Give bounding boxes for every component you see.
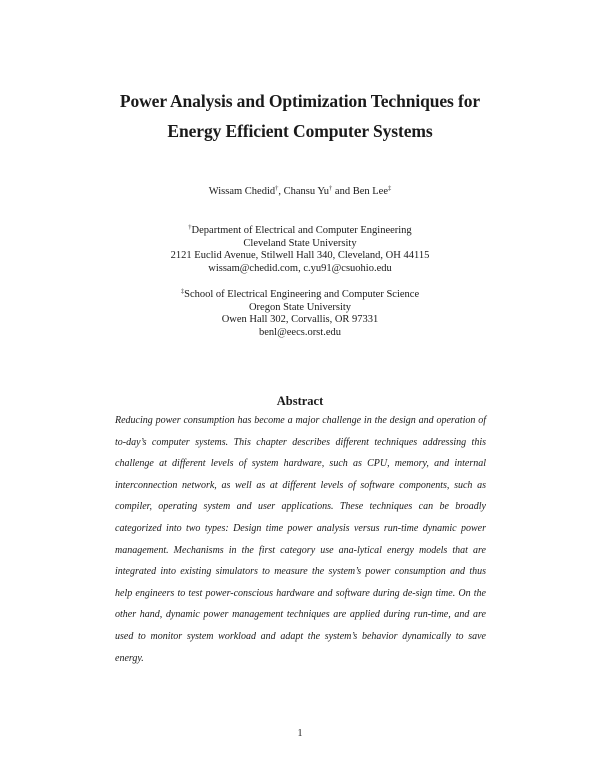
affiliation-address: Owen Hall 302, Corvallis, OR 97331 <box>221 314 379 326</box>
paper-title-line-1: Power Analysis and Optimization Techniques for <box>119 91 481 111</box>
abstract-heading: Abstract <box>276 394 324 408</box>
affiliation-mark: † <box>188 224 192 231</box>
affiliation-institution: Oregon State University <box>248 301 352 313</box>
affiliation-mark: † <box>329 185 333 192</box>
affiliation-address: 2121 Euclid Avenue, Stilwell Hall 340, Cleveland, OH 44115 <box>170 250 430 262</box>
affiliation-emails: wissam@chedid.com, c.yu91@csuohio.edu <box>208 262 392 274</box>
affiliation-department: †Department of Electrical and Computer Engineering <box>188 224 412 236</box>
author-separator: , <box>278 186 284 197</box>
affiliation-mark: ‡ <box>180 288 185 295</box>
author-separator: and <box>332 186 353 197</box>
affiliation-mark: † <box>275 185 279 192</box>
affiliation-block <box>0 222 600 275</box>
author-name: Chansu Yu <box>283 186 330 197</box>
author-name: Ben Lee <box>352 186 388 197</box>
author-name: Wissam Chedid <box>208 186 276 197</box>
affiliation-mark: ‡ <box>387 185 392 192</box>
affiliation-block <box>0 286 600 339</box>
affiliation-emails: benl@eecs.orst.edu <box>259 326 341 338</box>
abstract-body: Reducing power consumption has become a major challenge in the design and operation of to-day’s computer systems. This chapter describes different techniques addressing this challenge at different levels of system hardware, such as CPU, memory, and internal interconnection network, as well as at different levels of software components, such as compiler, operating system and user applications. These techniques can be broadly categorized into two types: Design time power analysis versus run-time dynamic power management. Mechanisms in the first category use ana-lytical energy models that are integrated into existing simulators to measure the system’s power consumption and thus help engineers to test power-conscious hardware and software during de-sign time. On the other hand, dynamic power management techniques are applied during run-time, and are used to monitor system workload and adapt the system’s behavior dynamically to save energy. <box>115 415 486 664</box>
paper-title-line-2: Energy Efficient Computer Systems <box>167 121 433 141</box>
author-list <box>0 185 600 197</box>
affiliation-department: ‡School of Electrical Engineering and Computer Science <box>180 288 420 300</box>
affiliation-institution: Cleveland State University <box>243 237 357 249</box>
page-number: 1 <box>297 728 303 739</box>
